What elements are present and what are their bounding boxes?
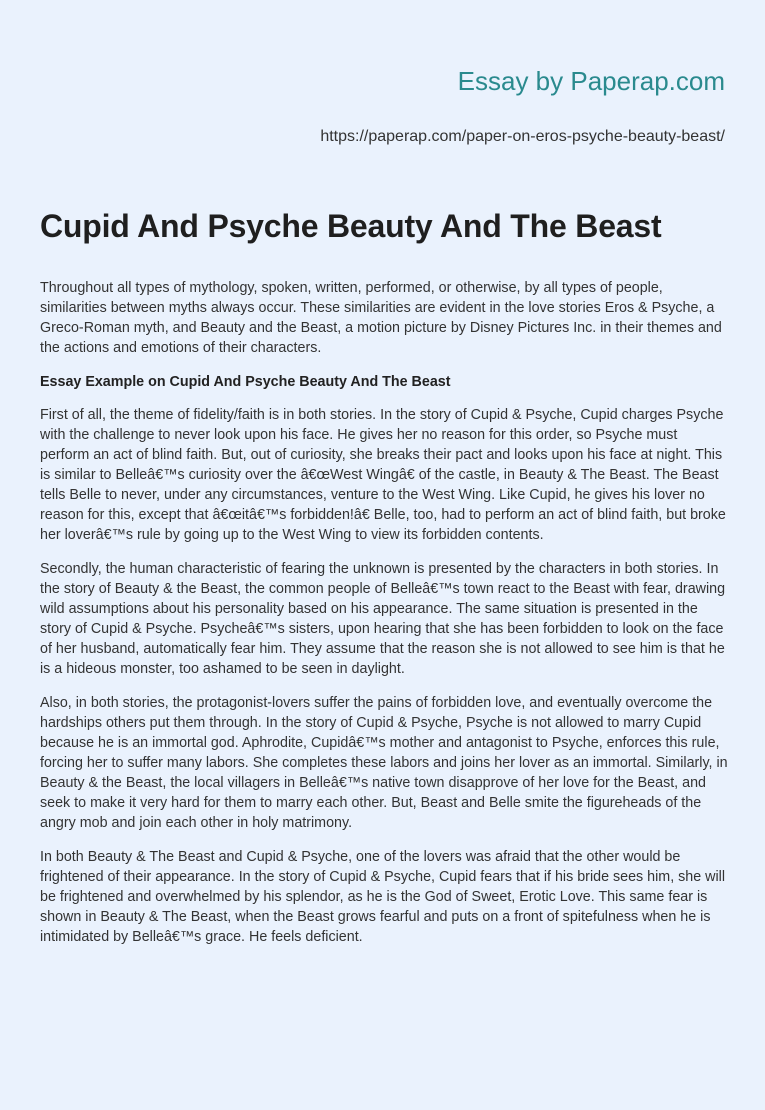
intro-paragraph: Throughout all types of mythology, spoken, written, performed, or otherwise, by all types of people, similarities between myths always occur. These similarities are evident in the love stories Eros & Psyche, a Greco-Roman myth, and Beauty and the Beast, a motion picture by Disney Pictures Inc. in their themes and the actions and emotions of their characters. (40, 280, 722, 356)
essay-title: Cupid And Psyche Beauty And The Beast (40, 208, 662, 244)
body-paragraph: First of all, the theme of fidelity/faith is in both stories. In the story of Cupid & Psyche, Cupid charges Psyche with the challenge to never look upon his face. He gives her no reason for this order, so Psyche must perform an act of blind faith. But, out of curiosity, she breaks their pact and looks upon his face at night. This is similar to Belleâ€™s curiosity over the â€œWest Wingâ€ of the castle, in Beauty & The Beast. The Beast tells Belle to never, under any circumstances, venture to the West Wing. Like Cupid, he gives his lover no reason for this, except that â€œitâ€™s forbidden!â€ Belle, too, had to perform an act of blind faith, but broke her loverâ€™s rule by going up to the West Wing to view its forbidden contents. (40, 407, 726, 543)
body-paragraph: Also, in both stories, the protagonist-lovers suffer the pains of forbidden love, and eventually overcome the hardships others put them through. In the story of Cupid & Psyche, Psyche is not allowed to marry Cupid because he is an immortal god. Aphrodite, Cupidâ€™s mother and antagonist to Psyche, enforces this rule, forcing her to suffer many labors. She completes these labors and joins her lover as an immortal. Similarly, in Beauty & the Beast, the local villagers in Belleâ€™s native town disapprove of her love for the Beast, and seek to make it very hard for them to marry each other. But, Beast and Belle smite the figureheads of the angry mob and join each other in holy matrimony. (40, 695, 728, 831)
body-paragraph: Secondly, the human characteristic of fearing the unknown is presented by the characters in both stories. In the story of Beauty & the Beast, the common people of Belleâ€™s town react to the Beast with fear, drawing wild assumptions about his personality based on his appearance. The same situation is presented in the story of Cupid & Psyche. Psycheâ€™s sisters, upon hearing that she has been forbidden to look on the face of her husband, automatically fear him. They assume that the reason she is not allowed to see him is that he is a hideous monster, too ashamed to be seen in daylight. (40, 561, 726, 677)
site-brand-link[interactable]: Essay by Paperap.com (457, 66, 725, 96)
essay-subheading: Essay Example on Cupid And Psyche Beauty And The Beast (40, 374, 451, 390)
essay-body (40, 278, 730, 961)
source-url: https://paperap.com/paper-on-eros-psyche-beauty-beast/ (320, 128, 725, 145)
body-paragraph: In both Beauty & The Beast and Cupid & Psyche, one of the lovers was afraid that the other would be frightened of their appearance. In the story of Cupid & Psyche, Cupid fears that if his bride sees him, she will be frightened and overwhelmed by his splendor, as he is the God of Sweet, Erotic Love. This same fear is shown in Beauty & The Beast, when the Beast grows fearful and puts on a front of spitefulness when he is intimidated by Belleâ€™s grace. He feels deficient. (40, 849, 726, 945)
